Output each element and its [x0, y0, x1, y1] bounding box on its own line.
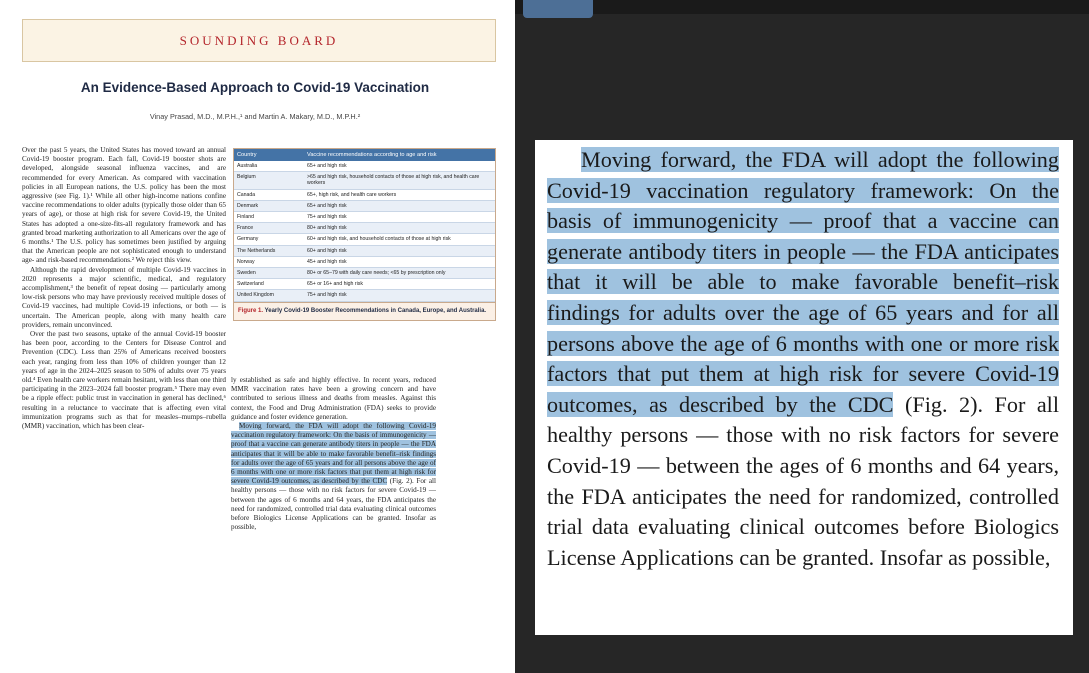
- text-column-right: [231, 376, 436, 666]
- section-banner: [22, 19, 496, 62]
- table-row: [234, 256, 495, 267]
- recommendations-table: [234, 149, 495, 302]
- table-cell-country: Belgium: [234, 172, 304, 189]
- table-body: [234, 161, 495, 301]
- paragraph: Over the past 5 years, the United States has moved toward an annual Covid-19 booster program. Each fall, Covid-19 booster shots are developed, alongside seasonal influenza vaccines, and are recommended for every American. As compared with vaccination policies in all European nations, the U.S. policy has been the most aggressive (see Fig. 1).¹ While all other high-income nations confine vaccine recommendations to older adults (typically those older than 65 years of age), or those at high risk for severe Covid-19, the United States has adopted a one-size-fits-all regulatory framework and has granted broad marketing authorization to all Americans over the age of 6 months.¹ The U.S. policy has sometimes been justified by arguing that the American people are not sophisticated enough to understand age- and risk-based recommendations.² We reject this view.: [22, 146, 226, 265]
- table-cell-recommendation: >65 and high risk, household contacts of those at high risk, and health care workers: [304, 172, 495, 189]
- table-cell-country: Sweden: [234, 268, 304, 279]
- zoomed-paragraph: [547, 145, 1059, 573]
- zoomed-paragraph-continuation: (Fig. 2). For all healthy persons — those with no risk factors for severe Covid-19 — between the ages of 6 months and 64 years, the FDA anticipates the need for randomized, controlled trial data evaluating clinical outcomes before Biologics License Applications can be granted. Insofar as possible,: [547, 391, 1060, 570]
- table-row: [234, 161, 495, 172]
- paper-page: [0, 0, 510, 673]
- table-cell-recommendation: 80+ and high risk: [304, 223, 495, 234]
- table-cell-country: Canada: [234, 189, 304, 200]
- table-cell-recommendation: 60+ and high risk, and household contacts of those at high risk: [304, 234, 495, 245]
- table-cell-country: Norway: [234, 256, 304, 267]
- paragraph: Although the rapid development of multiple Covid-19 vaccines in 2020 represents a major scientific, medical, and regulatory accomplishment,³ the benefit of repeat dosing — particularly among low-risk persons who may have previously received multiple doses of Covid-19 vaccines, had multiple Covid-19 infections, or both — is uncertain. The American people, along with many health care providers, remain unconvinced.: [22, 265, 226, 329]
- table-row: [234, 200, 495, 211]
- table-cell-country: United Kingdom: [234, 290, 304, 301]
- table-cell-country: Finland: [234, 212, 304, 223]
- table-cell-recommendation: 65+ or 16+ and high risk: [304, 279, 495, 290]
- figure-1: [233, 148, 496, 321]
- table-cell-recommendation: 45+ and high risk: [304, 256, 495, 267]
- text-selection[interactable]: Moving forward, the FDA will adopt the following Covid-19 vaccination regulatory framework: On the basis of immunogenicity — proof that a vaccine can generate antibody titers in people — the FDA anticipates that it will be able to make favorable benefit–risk findings for adults over the age of 65 years and for all persons above the age of 6 months with one or more risk factors that put them at high risk for severe Covid-19 outcomes, as described by the CDC: [231, 422, 436, 486]
- paragraph: ly established as safe and highly effective. In recent years, reduced MMR vaccination rates have been a growing concern and have contributed to serious illness and deaths from measles. Against this context, the Food and Drug Administration (FDA) seeks to provide guidance and foster evidence generation.: [231, 376, 436, 421]
- table-row: [234, 172, 495, 189]
- table-row: [234, 268, 495, 279]
- table-cell-recommendation: 75+ and high risk: [304, 290, 495, 301]
- zoom-viewer: [515, 0, 1089, 673]
- banner-text: SOUNDING BOARD: [179, 32, 339, 48]
- table-row: [234, 212, 495, 223]
- zoomed-text-selection[interactable]: Moving forward, the FDA will adopt the following Covid-19 vaccination regulatory framework: On the basis of immunogenicity — proof that a vaccine can generate antibody titers in people — the FDA anticipates that it will be able to make favorable benefit–risk findings for adults over the age of 65 years and for all persons above the age of 6 months with one or more risk factors that put them at high risk for severe Covid-19 outcomes, as described by the CDC: [547, 147, 1059, 417]
- table-row: [234, 189, 495, 200]
- paragraph: Over the past two seasons, uptake of the annual Covid-19 booster has been poor, according to the Centers for Disease Control and Prevention (CDC). Less than 25% of Americans received boosters each year, ranging from less than 10% of children younger than 12 years of age in the 2024–2025 season to 50% of adults over 75 years old.⁴ Even health care workers remain hesitant, with less than one third participating in the 2023–2024 fall booster program.⁵ There may even be a ripple effect: public trust in vaccination in general has declined,⁶ resulting in a reluctance to vaccinate that is affecting even vital immunization programs such as that for measles–mumps–rubella (MMR) vaccination, which has been clear-: [22, 330, 226, 431]
- text-column-left: [22, 146, 226, 666]
- article-title: An Evidence-Based Approach to Covid-19 Vaccination: [80, 80, 430, 95]
- table-cell-recommendation: 65+ and high risk: [304, 200, 495, 211]
- paragraph-continuation: (Fig. 2). For all healthy persons — those with no risk factors for severe Covid-19 — between the ages of 6 months and 64 years, the FDA anticipates the need for randomized, controlled trial data evaluating clinical outcomes before Biologics License Applications can be granted. Insofar as possible,: [231, 477, 436, 532]
- table-row: [234, 223, 495, 234]
- figure-caption-text: Yearly Covid-19 Booster Recommendations in Canada, Europe, and Australia.: [263, 307, 487, 314]
- table-cell-country: The Netherlands: [234, 245, 304, 256]
- table-cell-recommendation: 60+ and high risk: [304, 245, 495, 256]
- table-row: [234, 279, 495, 290]
- table-cell-country: Denmark: [234, 200, 304, 211]
- zoomed-text-region: [535, 140, 1073, 635]
- table-cell-recommendation: 65+, high risk, and health care workers: [304, 189, 495, 200]
- article-authors: Vinay Prasad, M.D., M.P.H.,¹ and Martin A. Makary, M.D., M.P.H.²: [149, 112, 361, 121]
- highlighted-paragraph: [231, 422, 436, 532]
- table-cell-country: Australia: [234, 161, 304, 172]
- table-row: [234, 290, 495, 301]
- table-cell-country: France: [234, 223, 304, 234]
- table-cell-recommendation: 80+ or 65–79 with daily care needs; <65 by prescription only: [304, 268, 495, 279]
- figure-caption: [234, 302, 495, 321]
- table-header-recommendations: Vaccine recommendations according to age and risk: [304, 149, 495, 161]
- viewer-top-bar: [515, 0, 1089, 14]
- table-cell-country: Germany: [234, 234, 304, 245]
- figure-caption-label: Figure 1.: [238, 307, 264, 314]
- table-header-country: Country: [234, 149, 304, 161]
- table-row: [234, 245, 495, 256]
- table-row: [234, 234, 495, 245]
- table-cell-country: Switzerland: [234, 279, 304, 290]
- viewer-tab[interactable]: [523, 0, 593, 18]
- table-cell-recommendation: 75+ and high risk: [304, 212, 495, 223]
- table-cell-recommendation: 65+ and high risk: [304, 161, 495, 172]
